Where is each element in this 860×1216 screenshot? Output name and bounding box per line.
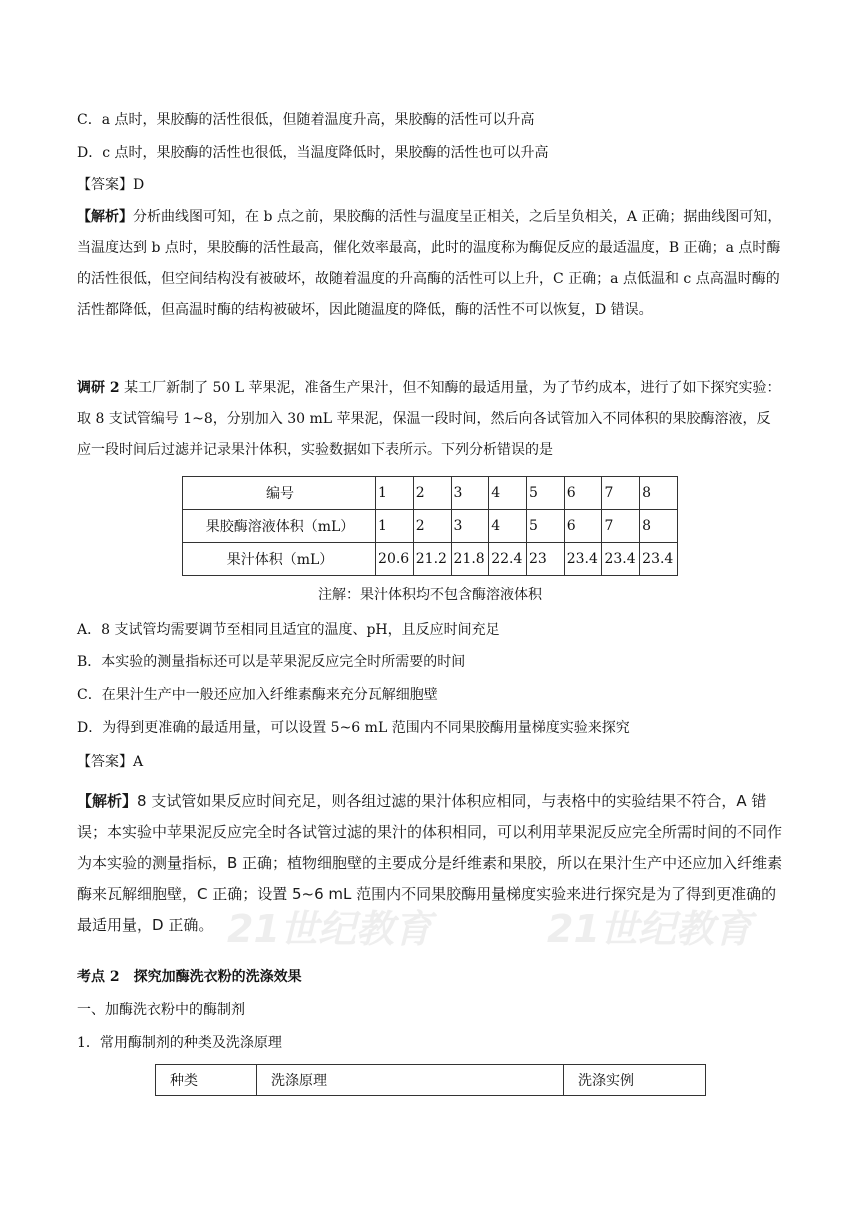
option-b: B．本实验的测量指标还可以是苹果泥反应完全时所需要的时间 [77,654,466,670]
table-cell: 3 [451,477,489,510]
analysis-2-tag: 【解析】 [77,792,138,810]
table-row [183,477,678,510]
row-label-juice-volume: 果汁体积（mL） [183,543,376,576]
row-label-number: 编号 [183,477,376,510]
table-cell: 7 [602,477,640,510]
table-cell: 4 [489,510,527,543]
analysis-1-text: 分析曲线图可知，在 b 点之前，果胶酶的活性与温度呈正相关，之后呈负相关，A 正确；据曲线图可知，当温度达到 b 点时，果胶酶的活性最高，催化效率最高，此时的温度称为酶促反应的最适温度，B 正确；a 点时酶的活性很低，但空间结构没有被破坏，故随着温度的升高酶的活性可以上升，C 正确；a 点低温和 c 点高温时酶的活性都降低，但高温时酶的结构被破坏，因此随温度的降低，酶的活性不可以恢复，D 错误。 [77,209,782,318]
survey-2 [77,373,783,466]
option-a: A．8 支试管均需要调节至相同且适宜的温度、pH，且反应时间充足 [77,622,500,638]
table-cell: 1 [376,510,414,543]
watermark: 21世纪教育 [227,907,432,950]
table-cell: 2 [413,510,451,543]
pectinase-table [182,476,678,576]
table-cell: 5 [526,477,564,510]
table-cell: 1 [376,477,414,510]
table-cell: 3 [451,510,489,543]
table-cell: 21.8 [451,543,489,576]
table-cell: 8 [640,477,678,510]
option-c: C．a 点时，果胶酶的活性很低，但随着温度升高，果胶酶的活性可以升高 [77,112,535,128]
option-d-2: D．为得到更准确的最适用量，可以设置 5~6 mL 范围内不同果胶酶用量梯度实验来探究 [77,720,630,736]
header-type: 种类 [156,1065,257,1096]
table-note: 注解：果汁体积均不包含酶溶液体积 [318,587,542,603]
analysis-2-image [77,786,783,950]
table-cell: 23 [526,543,564,576]
survey-2-tag: 调研 2 [77,380,120,396]
table-row [183,543,678,576]
table-cell: 23.4 [640,543,678,576]
table-row [183,510,678,543]
table-cell: 23.4 [564,543,602,576]
option-c-2: C．在果汁生产中一般还应加入纤维素酶来充分瓦解细胞壁 [77,687,438,703]
enzyme-type-table [155,1064,706,1096]
header-example: 洗涤实例 [564,1065,706,1096]
subheading-2: 1．常用酶制剂的种类及洗涤原理 [77,1035,282,1051]
answer-1: 【答案】D [77,177,145,193]
table-cell: 23.4 [602,543,640,576]
table-cell: 6 [564,510,602,543]
table-row [156,1065,706,1096]
watermark: 21世纪教育 [547,907,752,950]
table-cell: 22.4 [489,543,527,576]
table-cell: 7 [602,510,640,543]
table-cell: 2 [413,477,451,510]
table-cell: 8 [640,510,678,543]
row-label-enzyme-volume: 果胶酶溶液体积（mL） [183,510,376,543]
subheading-1: 一、加酶洗衣粉中的酶制剂 [77,1002,245,1018]
table-cell: 5 [526,510,564,543]
table-cell: 6 [564,477,602,510]
analysis-1 [77,202,783,326]
table-cell: 20.6 [376,543,414,576]
section-title: 考点 2 探究加酶洗衣粉的洗涤效果 [77,969,302,985]
survey-2-text: 某工厂新制了 50 L 苹果泥，准备生产果汁，但不知酶的最适用量，为了节约成本，进行了如下探究实验：取 8 支试管编号 1~8，分别加入 30 mL 苹果泥，保温一段时间，然后向各试管加入不同体积的果胶酶溶液，反应一段时间后过滤并记录果汁体积，实验数据如下表所示。下列分析错误的是 [77,380,781,458]
analysis-2-text: 8 支试管如果反应时间充足，则各组过滤的果汁体积应相同，与表格中的实验结果不符合，A 错误；本实验中苹果泥反应完全时各试管过滤的果汁的体积相同，可以利用苹果泥反应完全所需时间的不同作为本实验的测量指标，B 正确；植物细胞壁的主要成分是纤维素和果胶，所以在果汁生产中还应加入纤维素酶来瓦解细胞壁，C 正确；设置 5~6 mL 范围内不同果胶酶用量梯度实验来进行探究是为了得到更准确的最适用量，D 正确。 [77,792,783,934]
header-principle: 洗涤原理 [257,1065,564,1096]
analysis-2 [77,786,783,941]
table-cell: 4 [489,477,527,510]
analysis-1-tag: 【解析】 [77,209,133,225]
table-cell: 21.2 [413,543,451,576]
answer-2: 【答案】A [77,754,144,770]
option-d: D．c 点时，果胶酶的活性也很低，当温度降低时，果胶酶的活性也可以升高 [77,145,549,161]
